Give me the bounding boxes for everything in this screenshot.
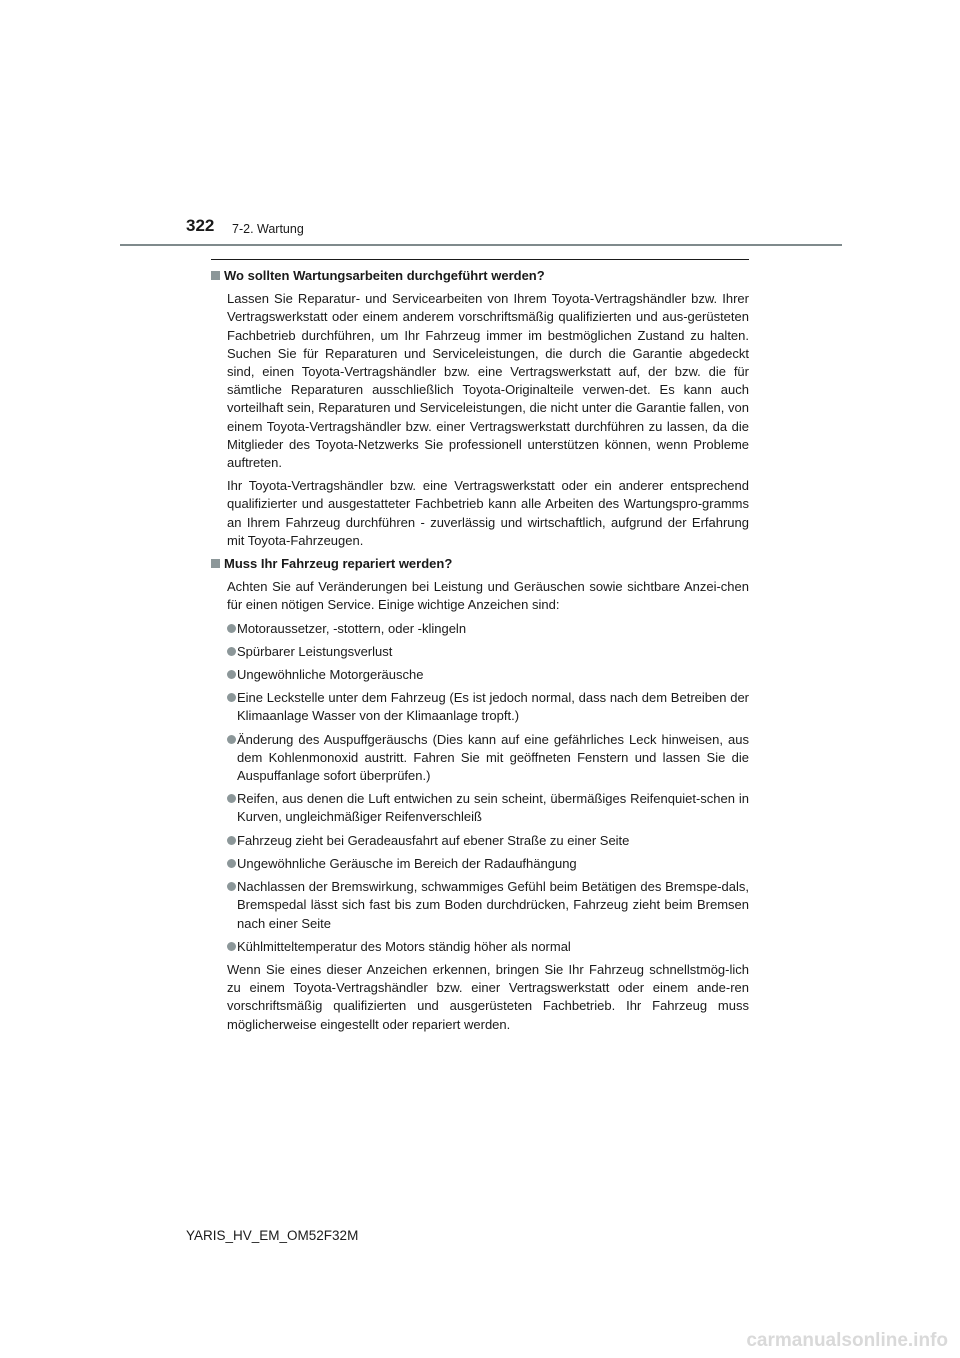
main-content [211, 267, 749, 1039]
list-item [227, 731, 749, 786]
circle-bullet-icon [227, 735, 236, 744]
list-item [227, 666, 749, 684]
circle-bullet-icon [227, 624, 236, 633]
paragraph: Achten Sie auf Veränderungen bei Leistung und Geräuschen sowie sichtbare Anzei-chen für einen nötigen Service. Einige wichtige Anzeichen sind: [227, 579, 749, 613]
section-heading-2 [211, 555, 749, 573]
list-item-text: Motoraussetzer, -stottern, oder -klingeln [237, 620, 467, 636]
circle-bullet-icon [227, 859, 236, 868]
list-item-text: Spürbarer Leistungsverlust [237, 643, 393, 659]
square-bullet-icon [211, 271, 220, 280]
page-number: 322 [186, 216, 215, 235]
circle-bullet-icon [227, 794, 236, 803]
paragraph: Wenn Sie eines dieser Anzeichen erkennen, bringen Sie Ihr Fahrzeug schnellstmög-lich zu einem Toyota-Vertragshändler bzw. einer Vertragswerkstatt oder einem ande-ren vorschriftsmäßig qualifizierten und ausgerüsteten Fachbetrieb. Ihr Fahrzeug muss möglicherweise eingestellt oder repariert werden. [227, 961, 749, 1032]
list-item-text: Nachlassen der Bremswirkung, schwammiges Gefühl beim Betätigen des Bremspe-dals, Bremspedal lässt sich fast bis zum Boden durchdrücken, Fahrzeug zieht beim Bremsen nach einer Seite [237, 879, 749, 931]
list-item [227, 832, 749, 850]
circle-bullet-icon [227, 670, 236, 679]
list-item-text: Ungewöhnliche Geräusche im Bereich der Radaufhängung [237, 855, 577, 871]
header-rule [120, 244, 842, 246]
footer-doc-code: YARIS_HV_EM_OM52F32M [186, 1228, 359, 1243]
paragraph: Ihr Toyota-Vertragshändler bzw. eine Vertragswerkstatt oder ein anderer entsprechend qualifizierter und ausgestatteter Fachbetrieb kann alle Arbeiten des Wartungspro-gramms an Ihrem Fahrzeug durchführen - zuverlässig und wirtschaftlich, aufgrund der Erfahrung mit Toyota-Fahrzeugen. [227, 478, 749, 548]
section-label: 7-2. Wartung [232, 222, 304, 236]
circle-bullet-icon [227, 882, 236, 891]
section-heading-1-text: Wo sollten Wartungsarbeiten durchgeführt werden? [224, 268, 545, 283]
list-item [227, 855, 749, 873]
list-item-text: Ungewöhnliche Motorgeräusche [237, 667, 424, 683]
section-heading-2-text: Muss Ihr Fahrzeug repariert werden? [224, 556, 453, 572]
circle-bullet-icon [227, 693, 236, 702]
list-item [227, 643, 749, 661]
list-item [227, 790, 749, 826]
list-item-text: Fahrzeug zieht bei Geradeausfahrt auf ebener Straße zu einer Seite [237, 832, 630, 848]
circle-bullet-icon [227, 942, 236, 951]
square-bullet-icon [211, 559, 220, 568]
section-divider [211, 259, 749, 260]
list-item-text: Kühlmitteltemperatur des Motors ständig höher als normal [237, 938, 571, 954]
list-item-text: Eine Leckstelle unter dem Fahrzeug (Es ist jedoch normal, dass nach dem Betreiben der Klimaanlage Wasser von der Klimaanlage tropft.) [237, 690, 749, 724]
list-item [227, 878, 749, 933]
list-item [227, 938, 749, 956]
list-item [227, 620, 749, 638]
circle-bullet-icon [227, 836, 236, 845]
list-item [227, 689, 749, 725]
list-item-text: Änderung des Auspuffgeräuschs (Dies kann auf eine gefährliches Leck hinweisen, aus dem Kohlenmonoxid austritt. Fahren Sie mit geöffneten Fenstern und lassen Sie die Auspuffanlage sofort überprüfen.) [237, 731, 749, 784]
section-heading-1 [211, 267, 749, 285]
circle-bullet-icon [227, 647, 236, 656]
watermark: carmanualsonline.info [746, 1330, 948, 1351]
paragraph: Lassen Sie Reparatur- und Servicearbeiten von Ihrem Toyota-Vertragshändler bzw. Ihrer Vertragswerkstatt oder einem anderem vorschriftsmäßig qualifizierten und aus-gerüsteten Fachbetrieb durchführen, um Ihr Fahrzeug immer im bestmöglichen Zustand zu halten. Suchen Sie für Reparaturen und Serviceleistungen, die durch die Garantie abgedeckt sind, einen Toyota-Vertragshändler bzw. eine Vertragswerkstatt auf, der bzw. die für sämtliche Reparaturen ausschließlich Toyota-Originalteile verwen-det. Es kann auch vorteilhaft sein, Reparaturen und Serviceleistungen, die nicht unter die Garantie fallen, von einem Toyota-Vertragshändler bzw. einer Vertragswerkstatt durchführen zu lassen, da die Mitglieder des Toyota-Netzwerks Sie professionell unterstützen können, wenn Probleme auftreten. [227, 291, 749, 471]
list-item-text: Reifen, aus denen die Luft entwichen zu sein scheint, übermäßiges Reifenquiet-schen in Kurven, ungleichmäßiger Reifenverschleiß [237, 791, 749, 825]
